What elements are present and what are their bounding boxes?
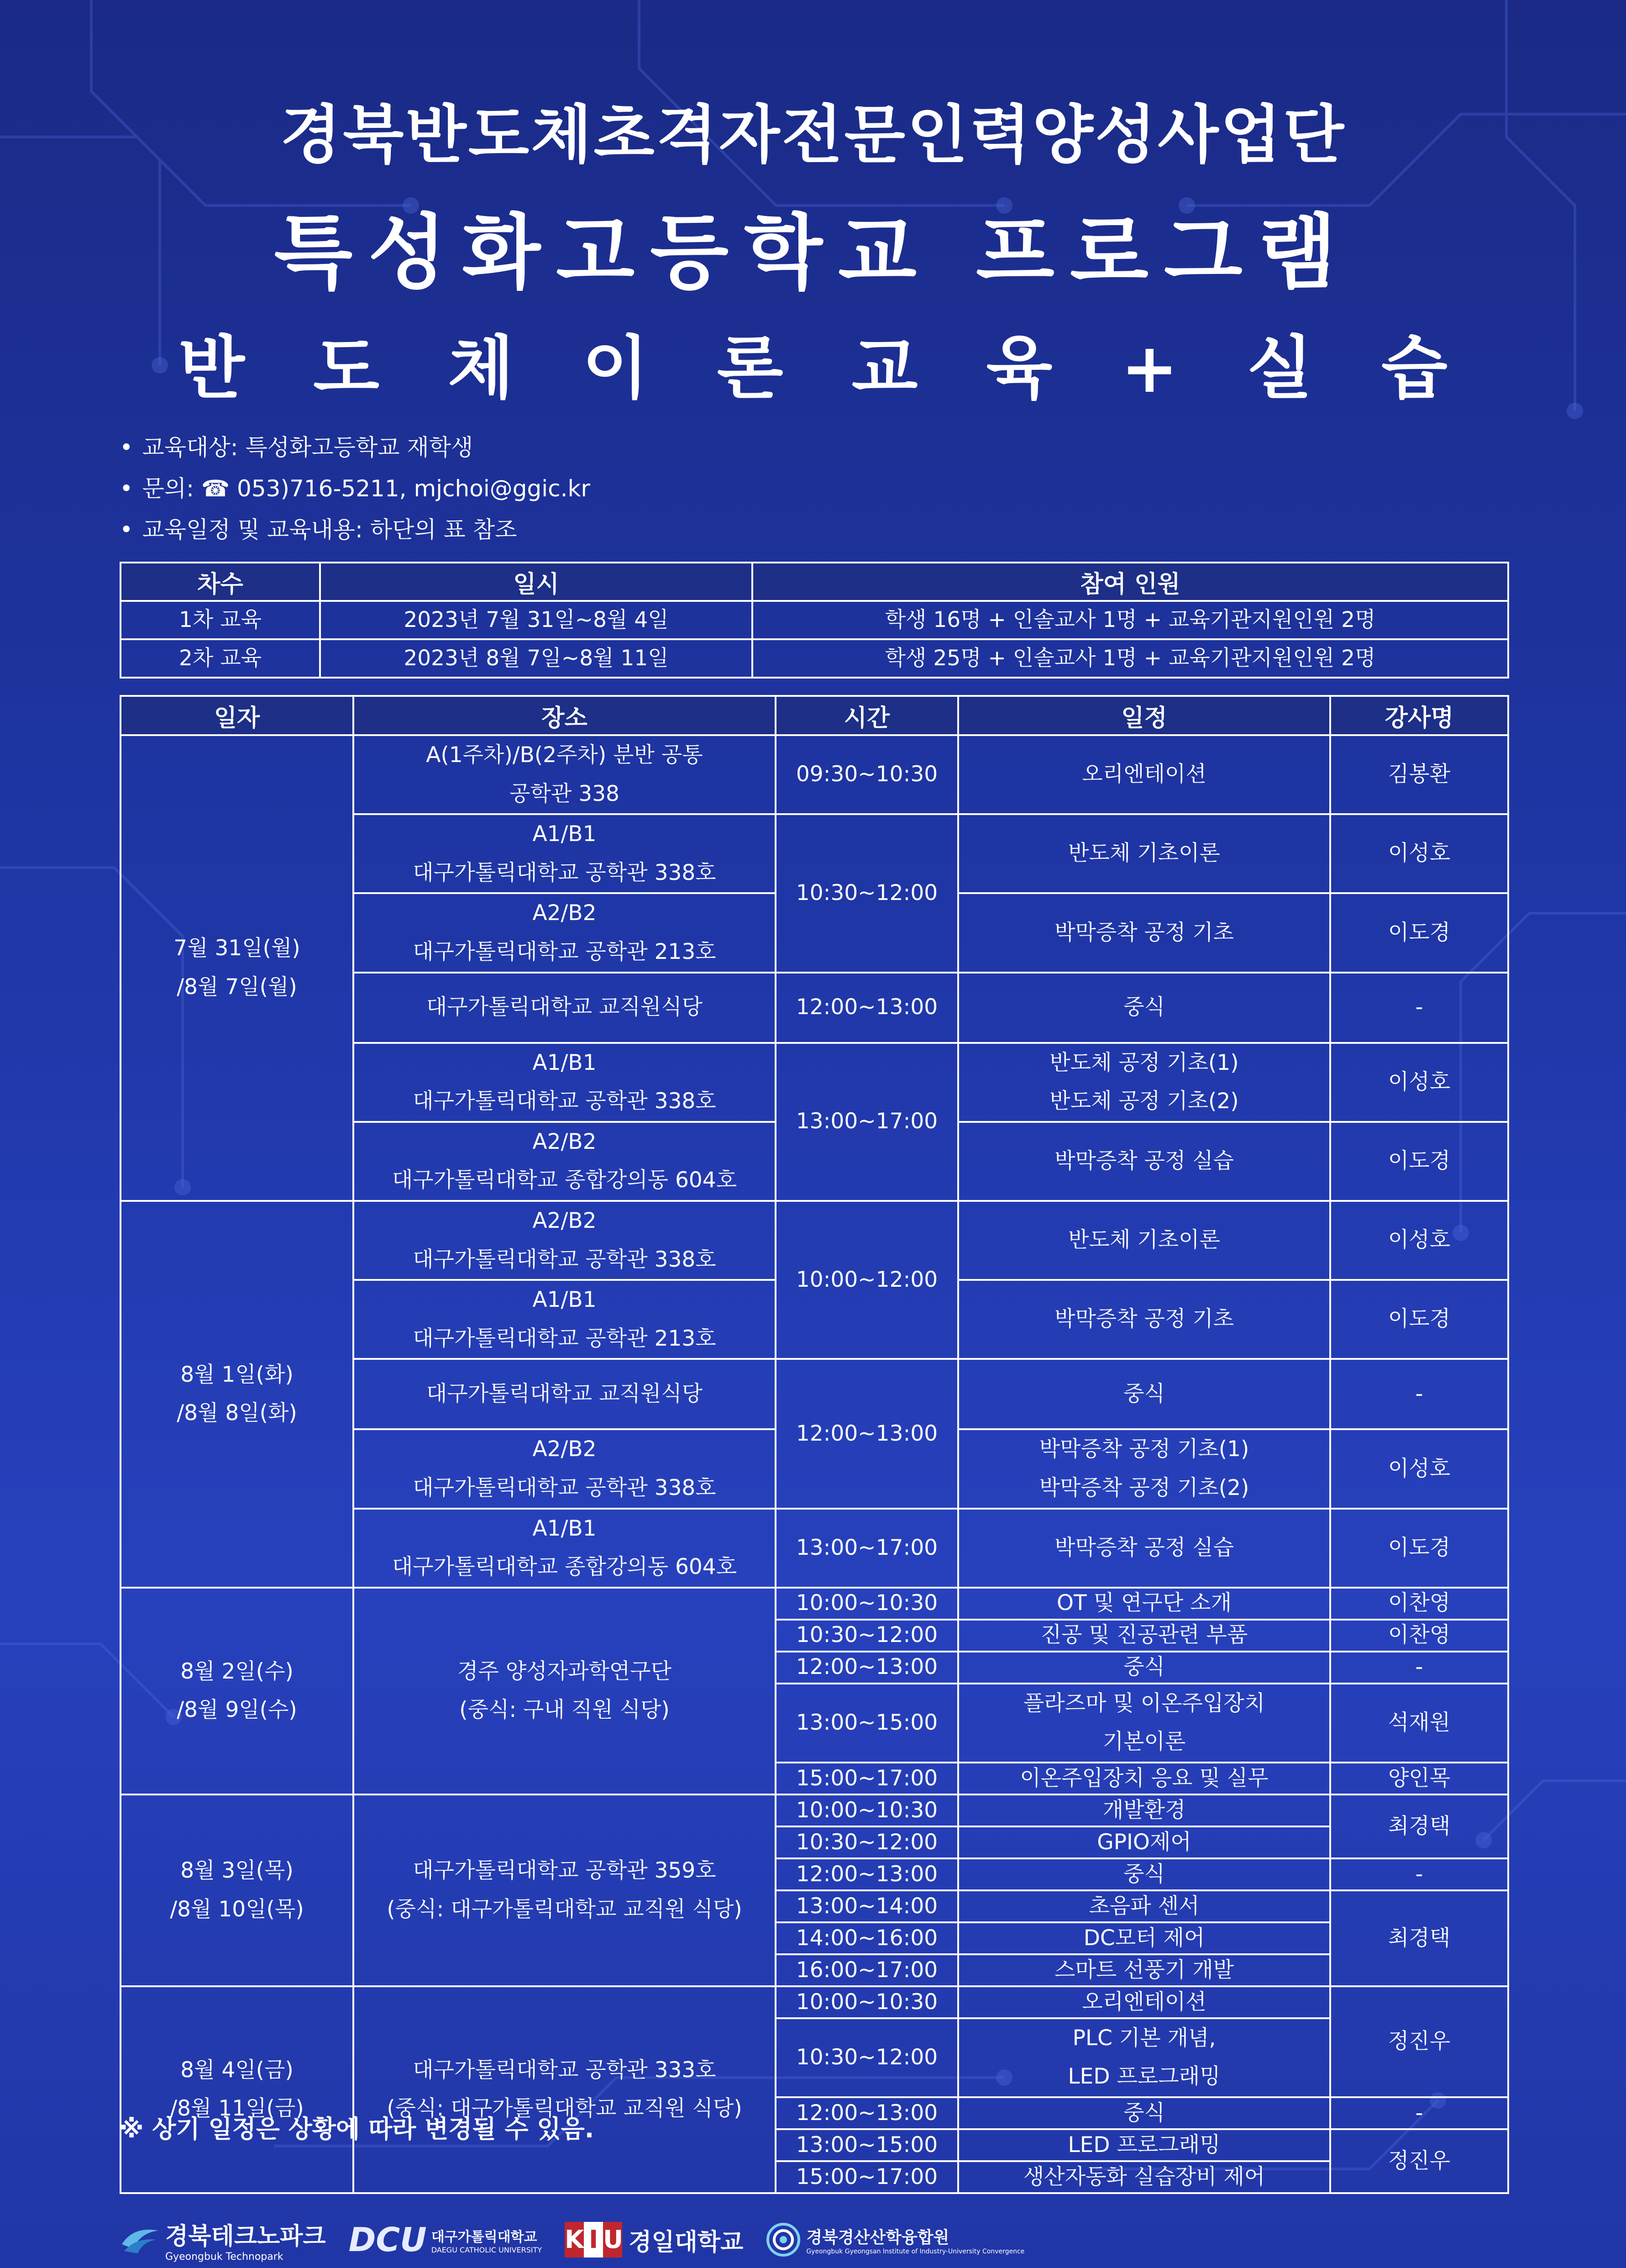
time-cell: 13:00~17:00 (776, 1043, 958, 1201)
topic-cell: 오리엔테이션 (958, 735, 1330, 814)
time-cell: 13:00~17:00 (776, 1509, 958, 1588)
time-cell: 12:00~13:00 (776, 1858, 958, 1890)
ggic-circle-icon (766, 2222, 801, 2257)
instructor-cell: 정진우 (1330, 2129, 1508, 2193)
time-cell: 10:30~12:00 (776, 814, 958, 972)
summary-table (120, 562, 1509, 679)
summary-participants: 학생 25명 + 인솔교사 1명 + 교육기관지원인원 2명 (752, 639, 1508, 678)
topic-cell: GPIO제어 (958, 1826, 1330, 1858)
info-schedule: • 교육일정 및 교육내용: 하단의 표 참조 (120, 509, 1215, 550)
summary-period: 2023년 7월 31일~8월 4일 (320, 601, 752, 639)
summary-header-row (121, 563, 1508, 601)
instructor-cell: - (1330, 973, 1508, 1043)
partner-logos (120, 2217, 1024, 2263)
dcu-mark: DCU (348, 2221, 427, 2259)
topic-cell: 이온주입장치 응요 및 실무 (958, 1763, 1330, 1794)
header-date: 일자 (121, 696, 353, 735)
organization-title: 경북반도체초격자전문인력양성사업단 (280, 98, 1346, 172)
table-row (121, 1588, 1508, 1620)
info-target: • 교육대상: 특성화고등학교 재학생 (120, 427, 1215, 468)
time-cell: 12:00~13:00 (776, 973, 958, 1043)
instructor-cell: 양인목 (1330, 1763, 1508, 1794)
instructor-cell: 이도경 (1330, 893, 1508, 972)
time-cell: 15:00~17:00 (776, 2161, 958, 2193)
time-cell: 09:30~10:30 (776, 735, 958, 814)
header-instructor: 강사명 (1330, 696, 1508, 735)
topic-cell: 진공 및 진공관련 부품 (958, 1620, 1330, 1652)
time-cell: 16:00~17:00 (776, 1954, 958, 1986)
place-cell: A(1주차)/B(2주차) 분반 공통 공학관 338 (353, 735, 776, 814)
place-cell: A2/B2 대구가톨릭대학교 종합강의동 604호 (353, 1122, 776, 1201)
topic-cell: DC모터 제어 (958, 1922, 1330, 1954)
time-cell: 13:00~15:00 (776, 2129, 958, 2161)
instructor-cell: 김봉환 (1330, 735, 1508, 814)
summary-participants: 학생 16명 + 인솔교사 1명 + 교육기관지원인원 2명 (752, 601, 1508, 639)
summary-header-participants: 참여 인원 (752, 563, 1508, 601)
instructor-cell: 이찬영 (1330, 1588, 1508, 1620)
topic-cell: 박막증착 공정 실습 (958, 1509, 1330, 1588)
instructor-cell: - (1330, 1359, 1508, 1429)
instructor-cell: 정진우 (1330, 1986, 1508, 2097)
instructor-cell: - (1330, 1652, 1508, 1684)
gtp-sub: Gyeongbuk Technopark (165, 2251, 283, 2263)
instructor-cell: 최경택 (1330, 1890, 1508, 1986)
table-row (121, 1986, 1508, 2018)
day-date: 8월 3일(목) /8월 10일(목) (121, 1794, 353, 1986)
kiu-name: 경일대학교 (629, 2228, 744, 2256)
topic-cell: 플라즈마 및 이온주입장치 기본이론 (958, 1684, 1330, 1763)
time-cell: 10:00~10:30 (776, 1986, 958, 2018)
topic-cell: 중식 (958, 1858, 1330, 1890)
topic-cell: 박막증착 공정 기초(1) 박막증착 공정 기초(2) (958, 1429, 1330, 1508)
table-row (121, 1794, 1508, 1826)
instructor-cell: 이도경 (1330, 1122, 1508, 1201)
schedule-table (120, 695, 1509, 2194)
instructor-cell: - (1330, 2097, 1508, 2129)
place-cell: A1/B1 대구가톨릭대학교 공학관 338호 (353, 1043, 776, 1122)
gtp-wave-icon (120, 2224, 161, 2256)
day-date: 8월 2일(수) /8월 9일(수) (121, 1588, 353, 1794)
time-cell: 14:00~16:00 (776, 1922, 958, 1954)
place-cell: 대구가톨릭대학교 교직원식당 (353, 973, 776, 1043)
program-subtitle: 반도체이론교육+실습 (178, 329, 1516, 408)
place-cell: A1/B1 대구가톨릭대학교 종합강의동 604호 (353, 1509, 776, 1588)
place-cell: A1/B1 대구가톨릭대학교 공학관 338호 (353, 814, 776, 893)
ggic-sub: Gyeongbuk Gyeongsan Institute of Industry-University Convergence (806, 2247, 1025, 2255)
info-contact: • 문의: ☎ 053)716-5211, mjchoi@ggic.kr (120, 468, 1215, 509)
time-cell: 10:00~10:30 (776, 1588, 958, 1620)
ggic-logo (766, 2222, 1024, 2257)
time-cell: 10:00~12:00 (776, 1201, 958, 1359)
place-cell: 경주 양성자과학연구단 (중식: 구내 직원 식당) (353, 1588, 776, 1794)
time-cell: 10:30~12:00 (776, 2018, 958, 2097)
info-list (120, 427, 1215, 550)
dcu-sub: DAEGU CATHOLIC UNIVERSITY (431, 2245, 542, 2254)
topic-cell: 중식 (958, 1359, 1330, 1429)
instructor-cell: 이성호 (1330, 814, 1508, 893)
kiu-letter: U (603, 2222, 622, 2257)
instructor-cell: 이찬영 (1330, 1620, 1508, 1652)
topic-cell: 중식 (958, 973, 1330, 1043)
table-row (121, 639, 1508, 678)
place-cell: A1/B1 대구가톨릭대학교 공학관 213호 (353, 1280, 776, 1359)
topic-cell: PLC 기본 개념, LED 프로그래밍 (958, 2018, 1330, 2097)
topic-cell: 생산자동화 실습장비 제어 (958, 2161, 1330, 2193)
place-cell: 대구가톨릭대학교 교직원식당 (353, 1359, 776, 1429)
dcu-name: 대구가톨릭대학교 (431, 2229, 537, 2245)
instructor-cell: 이도경 (1330, 1280, 1508, 1359)
topic-cell: 반도체 기초이론 (958, 814, 1330, 893)
time-cell: 13:00~15:00 (776, 1684, 958, 1763)
ggic-name: 경북경산산학융합원 (806, 2228, 949, 2247)
instructor-cell: 이성호 (1330, 1201, 1508, 1280)
instructor-cell: 석재원 (1330, 1684, 1508, 1763)
time-cell: 12:00~13:00 (776, 1652, 958, 1684)
instructor-cell: - (1330, 1858, 1508, 1890)
topic-cell: 스마트 선풍기 개발 (958, 1954, 1330, 1986)
topic-cell: 오리엔테이션 (958, 1986, 1330, 2018)
summary-round: 2차 교육 (121, 639, 320, 678)
day-date: 8월 4일(금) /8월 11일(금) (121, 1986, 353, 2193)
instructor-cell: 최경택 (1330, 1794, 1508, 1858)
topic-cell: 반도체 기초이론 (958, 1201, 1330, 1280)
place-cell: 대구가톨릭대학교 공학관 333호 (중식: 대구가톨릭대학교 교직원 식당) (353, 1986, 776, 2193)
table-row (121, 735, 1508, 814)
gtp-name: 경북테크노파크 (165, 2223, 326, 2250)
time-cell: 13:00~14:00 (776, 1890, 958, 1922)
topic-cell: 박막증착 공정 실습 (958, 1122, 1330, 1201)
table-row (121, 1201, 1508, 1280)
instructor-cell: 이도경 (1330, 1509, 1508, 1588)
instructor-cell: 이성호 (1330, 1429, 1508, 1508)
topic-cell: 초음파 센서 (958, 1890, 1330, 1922)
topic-cell: OT 및 연구단 소개 (958, 1588, 1330, 1620)
summary-header-period: 일시 (320, 563, 752, 601)
schedule-note: ※ 상기 일정은 상황에 따라 변경될 수 있음. (120, 2115, 594, 2143)
gtp-logo (120, 2217, 326, 2263)
summary-period: 2023년 8월 7일~8월 11일 (320, 639, 752, 678)
summary-round: 1차 교육 (121, 601, 320, 639)
time-cell: 12:00~13:00 (776, 1359, 958, 1508)
program-title: 특성화고등학교 프로그램 (274, 205, 1352, 300)
time-cell: 15:00~17:00 (776, 1763, 958, 1794)
kiu-logo (565, 2222, 743, 2257)
kiu-mark (565, 2222, 622, 2257)
place-cell: A2/B2 대구가톨릭대학교 공학관 338호 (353, 1201, 776, 1280)
time-cell: 10:00~10:30 (776, 1794, 958, 1826)
place-cell: A2/B2 대구가톨릭대학교 공학관 213호 (353, 893, 776, 972)
topic-cell: 반도체 공정 기초(1) 반도체 공정 기초(2) (958, 1043, 1330, 1122)
topic-cell: 중식 (958, 2097, 1330, 2129)
topic-cell: 중식 (958, 1652, 1330, 1684)
day-date: 7월 31일(월) /8월 7일(월) (121, 735, 353, 1201)
time-cell: 12:00~13:00 (776, 2097, 958, 2129)
instructor-cell: 이성호 (1330, 1043, 1508, 1122)
header-place: 장소 (353, 696, 776, 735)
topic-cell: 박막증착 공정 기초 (958, 893, 1330, 972)
summary-header-round: 차수 (121, 563, 320, 601)
place-cell: 대구가톨릭대학교 공학관 359호 (중식: 대구가톨릭대학교 교직원 식당) (353, 1794, 776, 1986)
schedule-header-row (121, 696, 1508, 735)
day-date: 8월 1일(화) /8월 8일(화) (121, 1201, 353, 1588)
header-time: 시간 (776, 696, 958, 735)
topic-cell: 박막증착 공정 기초 (958, 1280, 1330, 1359)
table-row (121, 601, 1508, 639)
topic-cell: 개발환경 (958, 1794, 1330, 1826)
topic-cell: LED 프로그래밍 (958, 2129, 1330, 2161)
time-cell: 10:30~12:00 (776, 1620, 958, 1652)
dcu-logo (349, 2221, 542, 2259)
time-cell: 10:30~12:00 (776, 1826, 958, 1858)
kiu-letter: I (584, 2222, 603, 2257)
kiu-letter: K (565, 2222, 584, 2257)
header-topic: 일정 (958, 696, 1330, 735)
place-cell: A2/B2 대구가톨릭대학교 공학관 338호 (353, 1429, 776, 1508)
